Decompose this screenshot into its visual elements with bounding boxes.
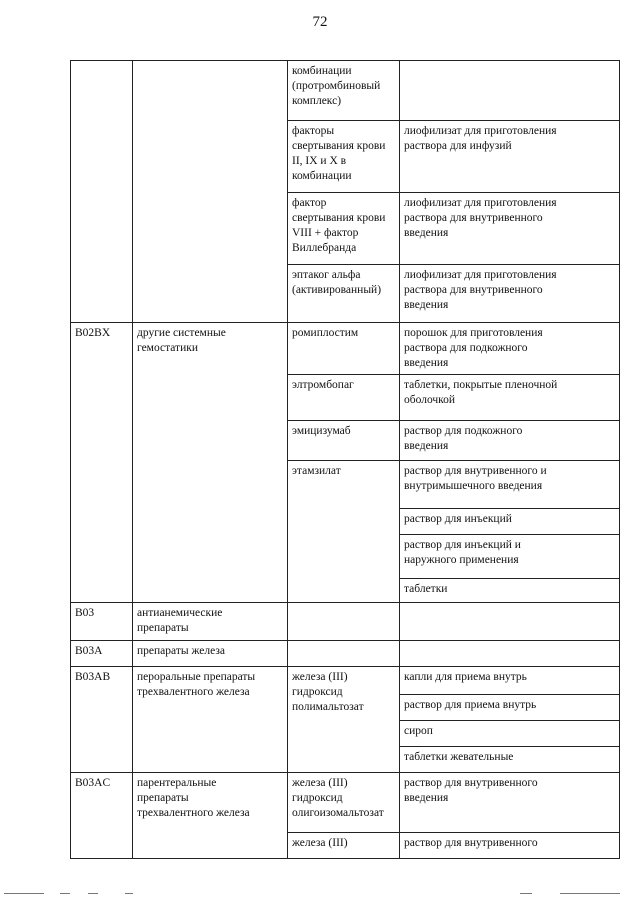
- substance-divider: [287, 192, 620, 193]
- dosage-form: раствор для внутривенного введения: [404, 777, 538, 804]
- substance-block: [287, 602, 620, 640]
- atc-code: B03A: [75, 645, 103, 657]
- column-border: [132, 322, 133, 602]
- form-divider: [399, 578, 620, 579]
- atc-code: B02BX: [75, 327, 111, 339]
- atc-group: препараты железа: [137, 645, 225, 657]
- substance-name: эптаког альфа (активированный): [292, 269, 382, 296]
- substance-block: [287, 60, 620, 322]
- dosage-form: раствор для инъекций и наружного применения: [404, 539, 521, 566]
- substance-divider: [287, 264, 620, 265]
- dosage-form: лиофилизат для приготовления раствора для внутривенного введения: [404, 269, 557, 311]
- column-border: [619, 772, 620, 858]
- dosage-form: раствор для инъекций: [404, 513, 512, 525]
- substance-name: [287, 640, 399, 666]
- substance-name: фактор свертывания крови VIII + фактор Виллебранда: [292, 197, 386, 254]
- column-border: [132, 640, 133, 666]
- form-divider: [399, 746, 620, 747]
- table-row: [70, 602, 620, 640]
- substance-name: эмицизумаб: [292, 425, 351, 437]
- atc-group: антианемические препараты: [137, 607, 223, 634]
- substance-name: железа (III): [292, 837, 348, 849]
- table-row: [70, 666, 620, 772]
- form-divider: [399, 720, 620, 721]
- substance-divider: [287, 832, 620, 833]
- substance-name: ромиплостим: [292, 327, 359, 339]
- atc-group: парентеральные препараты трехвалентного железа: [137, 777, 250, 819]
- table-row: [70, 772, 620, 858]
- dosage-form: раствор для приема внутрь: [404, 699, 537, 711]
- form-divider: [399, 694, 620, 695]
- dosage-form: раствор для внутривенного: [404, 837, 538, 849]
- column-border: [70, 60, 71, 322]
- column-border: [70, 666, 71, 772]
- column-border: [70, 322, 71, 602]
- column-border: [399, 640, 400, 666]
- dosage-form: капли для приема внутрь: [404, 671, 527, 683]
- column-border: [132, 772, 133, 858]
- substance-name: железа (III) гидроксид полимальтозат: [292, 671, 364, 713]
- dosage-form: [399, 640, 620, 666]
- substance-name: железа (III) гидроксид олигоизомальтозат: [292, 777, 384, 819]
- substance-divider: [287, 120, 620, 121]
- substance-name: факторы свертывания крови II, IX и X в комбинации: [292, 125, 386, 182]
- atc-code: B03AB: [75, 671, 111, 683]
- table-row: [70, 60, 620, 322]
- table-row: [70, 640, 620, 666]
- atc-code: [70, 60, 132, 322]
- column-border: [619, 666, 620, 772]
- substance-block: [287, 772, 620, 858]
- column-border: [287, 60, 288, 322]
- dosage-form: [399, 60, 620, 120]
- column-border: [619, 640, 620, 666]
- substance-divider: [287, 460, 620, 461]
- dosage-form: сироп: [404, 725, 433, 737]
- row-border: [70, 858, 620, 859]
- dosage-form: порошок для приготовления раствора для подкожного введения: [404, 327, 543, 369]
- column-border: [619, 60, 620, 322]
- column-border: [619, 322, 620, 602]
- column-border: [287, 640, 288, 666]
- page-number: 72: [312, 14, 328, 30]
- column-border: [399, 60, 400, 322]
- atc-code: B03: [75, 607, 95, 619]
- column-border: [287, 602, 288, 640]
- dosage-form: таблетки: [404, 583, 448, 595]
- column-border: [132, 60, 133, 322]
- column-border: [399, 322, 400, 602]
- column-border: [287, 666, 288, 772]
- substance-name: [287, 602, 399, 640]
- substance-divider: [287, 420, 620, 421]
- column-border: [70, 640, 71, 666]
- atc-group: пероральные препараты трехвалентного железа: [137, 671, 256, 698]
- dosage-form: лиофилизат для приготовления раствора для инфузий: [404, 125, 557, 152]
- substance-name: комбинации (протромбиновый комплекс): [292, 65, 381, 107]
- dosage-form: [399, 602, 620, 640]
- atc-group: другие системные гемостатики: [137, 327, 226, 354]
- column-border: [70, 772, 71, 858]
- column-border: [287, 772, 288, 858]
- column-border: [399, 772, 400, 858]
- substance-divider: [287, 374, 620, 375]
- atc-group: [132, 60, 287, 322]
- column-border: [399, 602, 400, 640]
- dosage-form: раствор для внутривенного и внутримышечного введения: [404, 465, 547, 492]
- column-border: [399, 666, 400, 772]
- table-row: [70, 322, 620, 602]
- dosage-form: таблетки, покрытые пленочной оболочкой: [404, 379, 558, 406]
- column-border: [132, 666, 133, 772]
- column-border: [619, 602, 620, 640]
- substance-block: [287, 666, 620, 772]
- dosage-form: раствор для подкожного введения: [404, 425, 523, 452]
- column-border: [132, 602, 133, 640]
- substance-block: [287, 640, 620, 666]
- column-border: [70, 602, 71, 640]
- dosage-form: таблетки жевательные: [404, 751, 514, 763]
- column-border: [287, 322, 288, 602]
- scan-artifacts: [0, 893, 640, 897]
- form-divider: [399, 508, 620, 509]
- dosage-form: лиофилизат для приготовления раствора для внутривенного введения: [404, 197, 557, 239]
- substance-name: этамзилат: [292, 465, 341, 477]
- form-divider: [399, 534, 620, 535]
- substance-block: [287, 322, 620, 602]
- atc-code: B03AC: [75, 777, 111, 789]
- substance-name: элтромбопаг: [292, 379, 354, 391]
